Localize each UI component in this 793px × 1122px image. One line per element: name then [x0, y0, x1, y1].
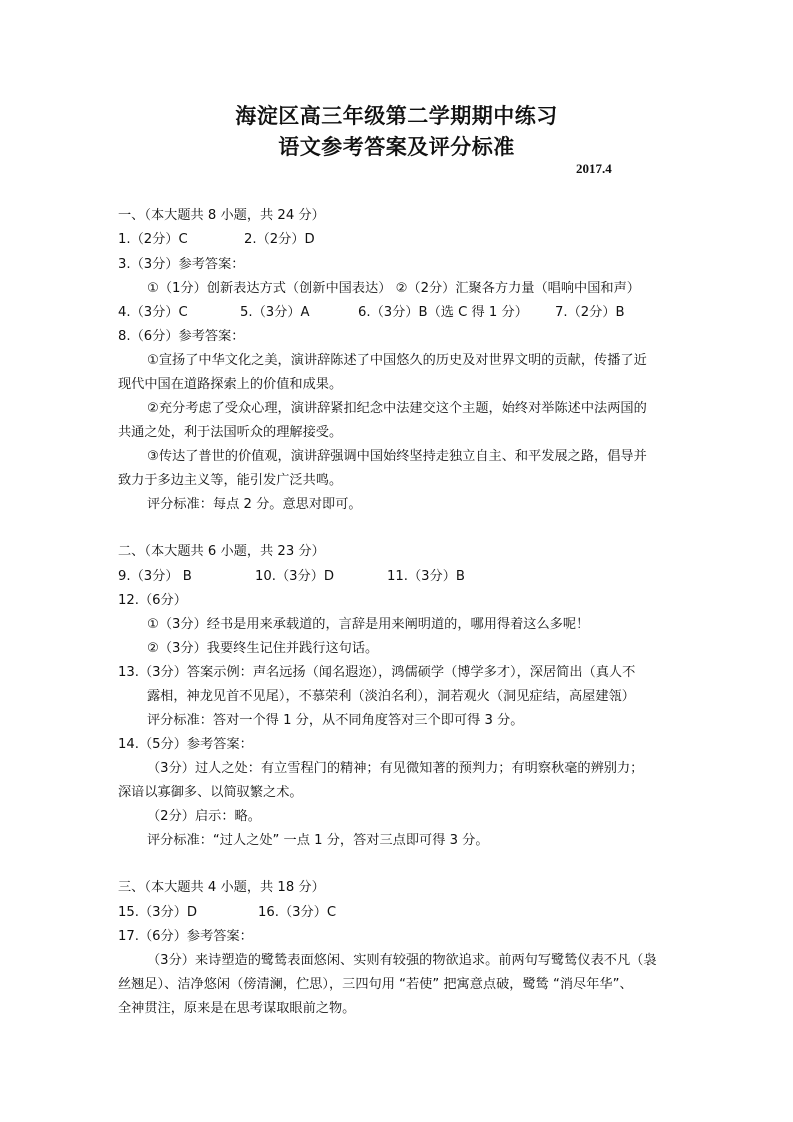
page-subtitle: 语文参考答案及评分标准 — [278, 134, 515, 159]
answer-q8-point-3-cont: 致力于多边主义等，能引发广泛共鸣。 — [118, 473, 343, 488]
answer-q15: 15.（3分）D — [118, 905, 198, 920]
answer-q12-part-1: ①（3分）经书是用来承载道的，言辞是用来阐明道的，哪用得着这么多呢！ — [147, 617, 590, 632]
answer-q12-part-2: ②（3分）我要终生记住并践行这句话。 — [147, 641, 379, 656]
page-title: 海淀区高三年级第二学期期中练习 — [235, 103, 558, 128]
answer-q7: 7.（2分）B — [555, 305, 625, 320]
section-1-heading: 一、（本大题共 8 小题，共 24 分） — [118, 208, 325, 223]
answer-q14-part-1-cont: 深谙以寡御多、以简驭繁之术。 — [118, 785, 303, 800]
answer-q4: 4.（3分）C — [118, 305, 188, 320]
answer-q17-line-3: 全神贯注，原来是在思考谋取眼前之物。 — [118, 1001, 356, 1016]
answer-q16: 16.（3分）C — [258, 905, 337, 920]
answer-q6: 6.（3分）B（选 C 得 1 分） — [358, 305, 528, 320]
answer-q3-detail: ①（1分）创新表达方式（创新中国表达） ②（2分）汇聚各方力量（唱响中国和声） — [147, 281, 640, 296]
answer-q8-point-1-cont: 现代中国在道路探索上的价值和成果。 — [118, 377, 343, 392]
scoring-standard-q14: 评分标准：“过人之处” 一点 1 分，答对三点即可得 3 分。 — [147, 833, 489, 848]
answer-q14-part-2: （2分）启示：略。 — [147, 809, 261, 824]
answer-q2: 2.（2分）D — [244, 232, 315, 247]
answer-q8: 8.（6分）参考答案： — [118, 329, 245, 344]
section-3-heading: 三、（本大题共 4 小题，共 18 分） — [118, 880, 325, 895]
answer-q3: 3.（3分）参考答案： — [118, 257, 245, 272]
answer-q17: 17.（6分）参考答案： — [118, 929, 253, 944]
answer-q8-point-2: ②充分考虑了受众心理，演讲辞紧扣纪念中法建交这个主题，始终对举陈述中法两国的 — [147, 401, 647, 416]
section-2-heading: 二、（本大题共 6 小题，共 23 分） — [118, 544, 325, 559]
answer-q14: 14.（5分）参考答案： — [118, 737, 253, 752]
answer-q10: 10.（3分）D — [255, 569, 335, 584]
answer-q14-part-1: （3分）过人之处：有立雪程门的精神；有见微知著的预判力；有明察秋毫的辨别力； — [147, 761, 644, 776]
answer-q11: 11.（3分）B — [387, 569, 465, 584]
answer-q13: 13.（3分）答案示例：声名远扬（闻名遐迩），鸿儒硕学（博学多才），深居简出（真人不 — [118, 665, 636, 680]
scoring-standard-q13: 评分标准：答对一个得 1 分，从不同角度答对三个即可得 3 分。 — [147, 713, 524, 728]
answer-q9: 9.（3分） B — [118, 569, 192, 584]
answer-q1: 1.（2分）C — [118, 232, 188, 247]
answer-q17-line-1: （3分）来诗塑造的鹭鸶表面悠闲、实则有较强的物欲追求。前两句写鹭鸶仪表不凡（袅 — [147, 953, 657, 968]
document-date: 2017.4 — [576, 161, 612, 176]
answer-q5: 5.（3分）A — [240, 305, 310, 320]
answer-q8-point-2-cont: 共通之处，利于法国听众的理解接受。 — [118, 425, 343, 440]
answer-q17-line-2: 丝翘足）、洁净悠闲（傍清澜，伫思），三四句用 “若使” 把寓意点破，鹭鸶 “消尽年华”、 — [118, 977, 633, 992]
answer-q8-point-3: ③传达了普世的价值观，演讲辞强调中国始终坚持走独立自主、和平发展之路，倡导并 — [147, 449, 647, 464]
answer-q8-point-1: ①宣扬了中华文化之美，演讲辞陈述了中国悠久的历史及对世界文明的贡献，传播了近 — [147, 353, 647, 368]
answer-q12: 12.（6分） — [118, 593, 187, 608]
scoring-standard-q8: 评分标准：每点 2 分。意思对即可。 — [147, 497, 362, 512]
answer-q13-cont: 露相，神龙见首不见尾），不慕荣利（淡泊名利），洞若观火（洞见症结，高屋建瓴） — [147, 689, 635, 704]
